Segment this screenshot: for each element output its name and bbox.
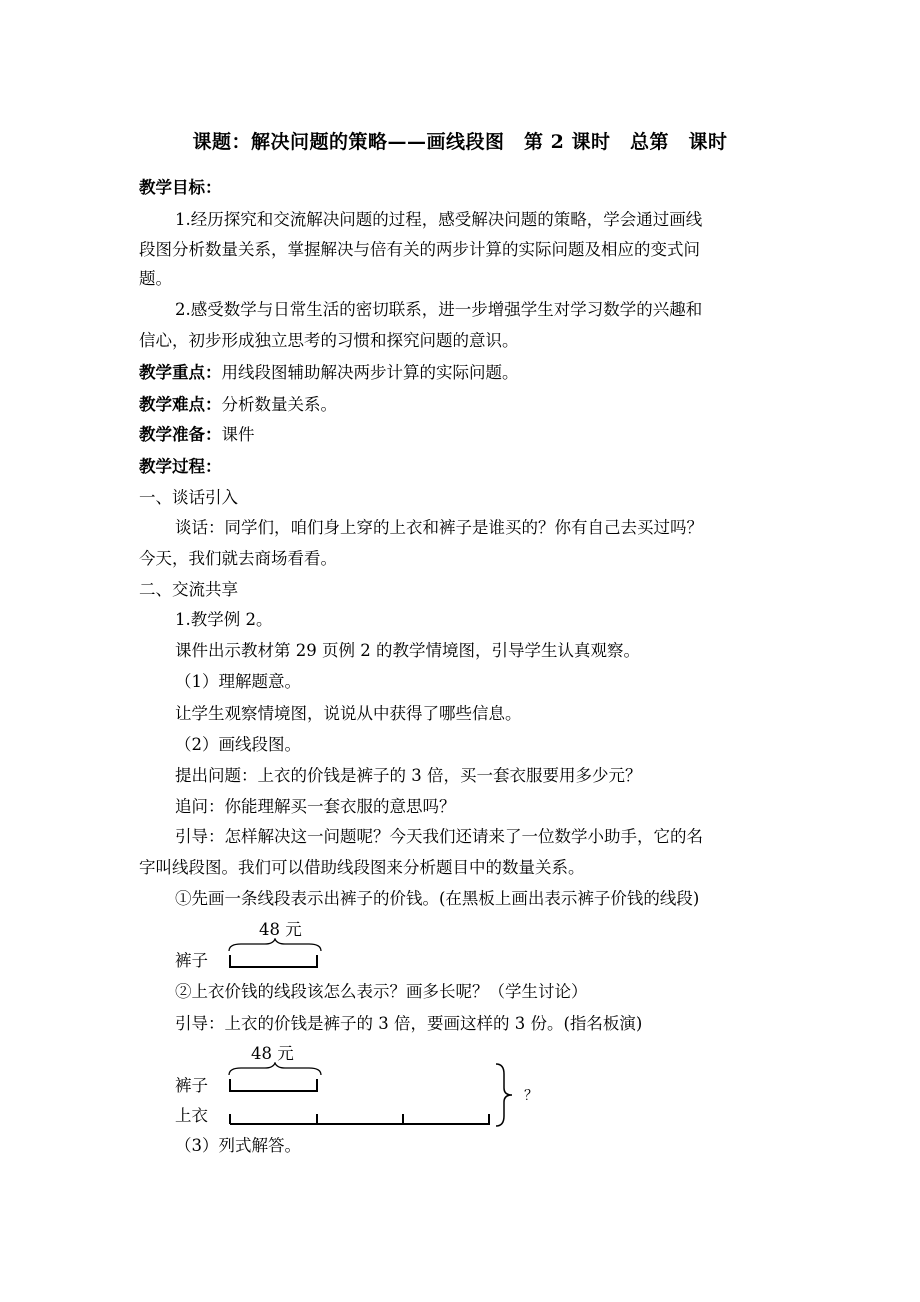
preparation-label: 教学准备： bbox=[139, 425, 222, 444]
objective-1-line-3: 题。 bbox=[139, 269, 172, 288]
guide-2-line: 引导：上衣的价钱是裤子的 3 倍，要画这样的 3 份。(指名板演) bbox=[175, 1014, 643, 1033]
objective-1-line-2: 段图分析数量关系，掌握解决与倍有关的两步计算的实际问题及相应的变式问 bbox=[139, 240, 700, 259]
diagram-2-amount-label: 48 元 bbox=[251, 1044, 294, 1063]
preparation-text: 课件 bbox=[221, 425, 255, 444]
lesson-title: 课题：解决问题的策略——画线段图 第 2 课时 总第 课时 bbox=[192, 131, 728, 153]
diagram-1-pants-label: 裤子 bbox=[175, 951, 208, 970]
section-1-heading: 一、谈话引入 bbox=[139, 488, 238, 507]
diagram-2-total-brace bbox=[494, 1062, 516, 1128]
diagram-1-brace bbox=[225, 938, 325, 952]
draw-1-line: ①先画一条线段表示出裤子的价钱。(在黑板上画出表示裤子价钱的线段) bbox=[175, 889, 700, 908]
objective-2-line-1: 2.感受数学与日常生活的密切联系，进一步增强学生对学习数学的兴趣和 bbox=[175, 300, 703, 319]
key-point bbox=[139, 362, 519, 384]
step-2-line: （2）画线段图。 bbox=[175, 735, 301, 754]
question-line: 提出问题：上衣的价钱是裤子的 3 倍，买一套衣服要用多少元？ bbox=[175, 766, 642, 785]
section-2-heading: 二、交流共享 bbox=[139, 580, 238, 599]
diagram-2-brace bbox=[225, 1062, 325, 1076]
diagram-2-coat-label: 上衣 bbox=[175, 1106, 208, 1125]
step-1-line: （1）理解题意。 bbox=[175, 672, 301, 691]
difficulty-text: 分析数量关系。 bbox=[221, 395, 337, 414]
guide-line-1: 引导：怎样解决这一问题呢？今天我们还请来了一位数学小助手，它的名 bbox=[175, 827, 703, 846]
diagram-1-pants-segment bbox=[228, 953, 320, 969]
diagram-2-unknown-mark: ？ bbox=[524, 1088, 538, 1104]
objective-1-line-1: 1.经历探究和交流解决问题的过程，感受解决问题的策略，学会通过画线 bbox=[175, 210, 703, 229]
talk-line-2: 今天，我们就去商场看看。 bbox=[139, 549, 337, 568]
objective-2-line-2: 信心，初步形成独立思考的习惯和探究问题的意识。 bbox=[139, 331, 519, 350]
guide-line-2: 字叫线段图。我们可以借助线段图来分析题目中的数量关系。 bbox=[139, 858, 585, 877]
difficulty bbox=[139, 394, 337, 416]
process-heading: 教学过程： bbox=[139, 457, 222, 476]
diagram-2-pants-label: 裤子 bbox=[175, 1076, 208, 1095]
draw-2-line: ②上衣价钱的线段该怎么表示？画多长呢？（学生讨论） bbox=[175, 982, 588, 1001]
courseware-line: 课件出示教材第 29 页例 2 的教学情境图，引导学生认真观察。 bbox=[175, 641, 640, 660]
diagram-1-amount-label: 48 元 bbox=[259, 920, 302, 939]
difficulty-label: 教学难点： bbox=[139, 395, 222, 414]
followup-line: 追问：你能理解买一套衣服的意思吗？ bbox=[175, 797, 456, 816]
key-point-label: 教学重点： bbox=[139, 363, 222, 382]
step-3-line: （3）列式解答。 bbox=[175, 1136, 301, 1155]
observe-line: 让学生观察情境图，说说从中获得了哪些信息。 bbox=[175, 704, 522, 723]
example-line: 1.教学例 2。 bbox=[175, 610, 273, 629]
diagram-2-coat-segment bbox=[228, 1110, 492, 1126]
preparation bbox=[139, 424, 255, 446]
objectives-heading: 教学目标： bbox=[139, 178, 222, 197]
talk-line-1: 谈话：同学们，咱们身上穿的上衣和裤子是谁买的？你有自己去买过吗？ bbox=[175, 518, 703, 537]
diagram-2-pants-segment bbox=[228, 1077, 320, 1093]
key-point-text: 用线段图辅助解决两步计算的实际问题。 bbox=[221, 363, 519, 382]
